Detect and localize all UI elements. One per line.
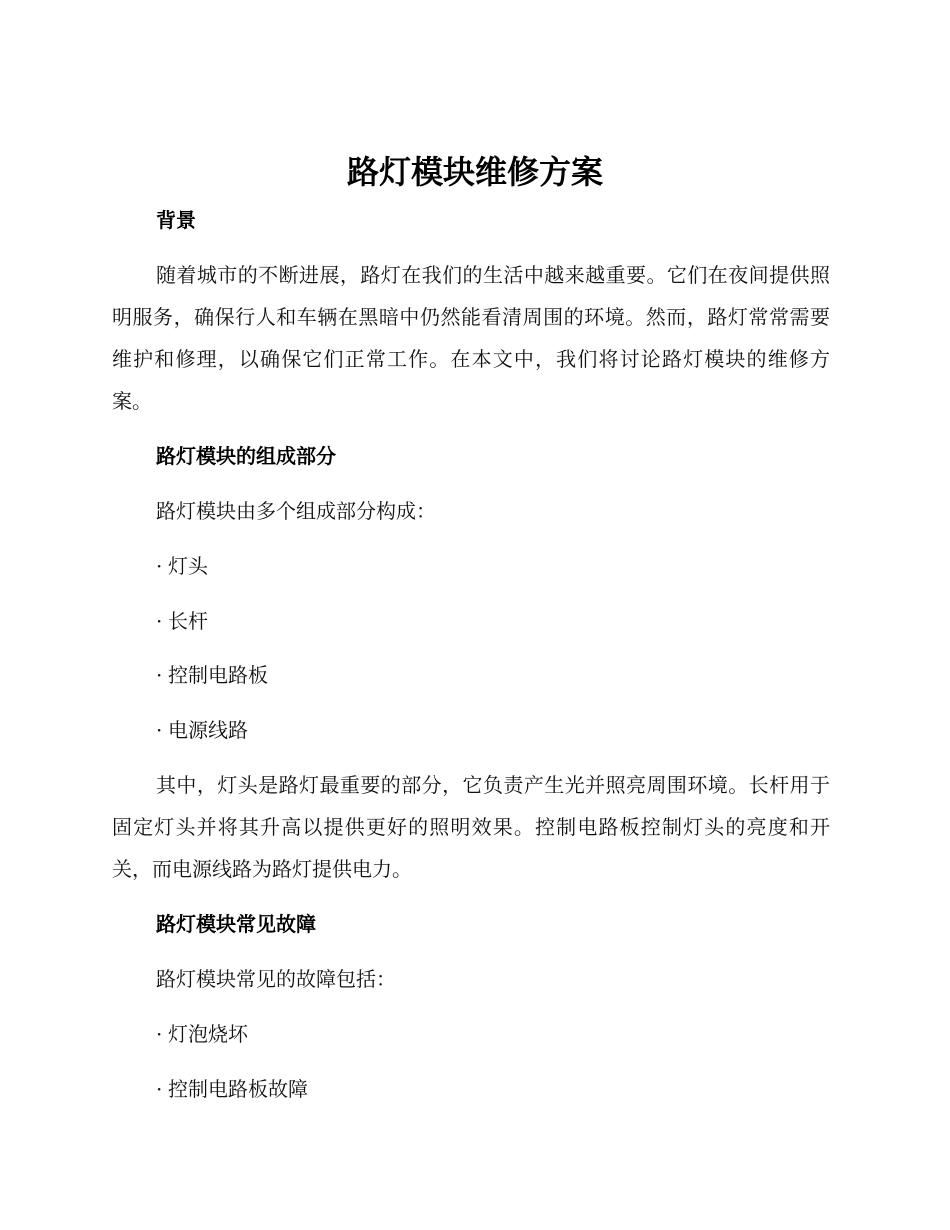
list-item bbox=[156, 607, 208, 635]
background-paragraph: 随着城市的不断进展，路灯在我们的生活中越来越重要。它们在夜间提供照明服务，确保行人和车辆在黑暗中仍然能看清周围的环境。然而，路灯常常需要维护和修理，以确保它们正常工作。在本文中，我们将讨论路灯模块的维修方案。 bbox=[112, 263, 830, 413]
list-item bbox=[156, 552, 208, 580]
list-item-text: 灯泡烧坏 bbox=[168, 1022, 248, 1046]
list-item bbox=[156, 1075, 308, 1103]
bullet-icon: · bbox=[156, 1022, 163, 1046]
list-item-text: 控制电路板 bbox=[168, 663, 268, 687]
list-item-text: 长杆 bbox=[168, 609, 208, 633]
section-heading-faults: 路灯模块常见故障 bbox=[156, 912, 316, 936]
document-title: 路灯模块维修方案 bbox=[346, 153, 603, 191]
section-heading-components: 路灯模块的组成部分 bbox=[156, 444, 336, 468]
list-item bbox=[156, 1020, 248, 1048]
list-item bbox=[156, 716, 248, 744]
bullet-icon: · bbox=[156, 609, 163, 633]
section-heading-background: 背景 bbox=[156, 208, 196, 232]
list-item bbox=[156, 661, 268, 689]
bullet-icon: · bbox=[156, 554, 163, 578]
list-item-text: 灯头 bbox=[168, 554, 208, 578]
bullet-icon: · bbox=[156, 718, 163, 742]
faults-intro: 路灯模块常见的故障包括： bbox=[156, 967, 396, 991]
bullet-icon: · bbox=[156, 663, 163, 687]
bullet-icon: · bbox=[156, 1077, 163, 1101]
components-intro: 路灯模块由多个组成部分构成： bbox=[156, 499, 436, 523]
list-item-text: 控制电路板故障 bbox=[168, 1077, 308, 1101]
components-paragraph: 其中，灯头是路灯最重要的部分，它负责产生光并照亮周围环境。长杆用于固定灯头并将其升高以提供更好的照明效果。控制电路板控制灯头的亮度和开关，而电源线路为路灯提供电力。 bbox=[112, 773, 830, 881]
list-item-text: 电源线路 bbox=[168, 718, 248, 742]
